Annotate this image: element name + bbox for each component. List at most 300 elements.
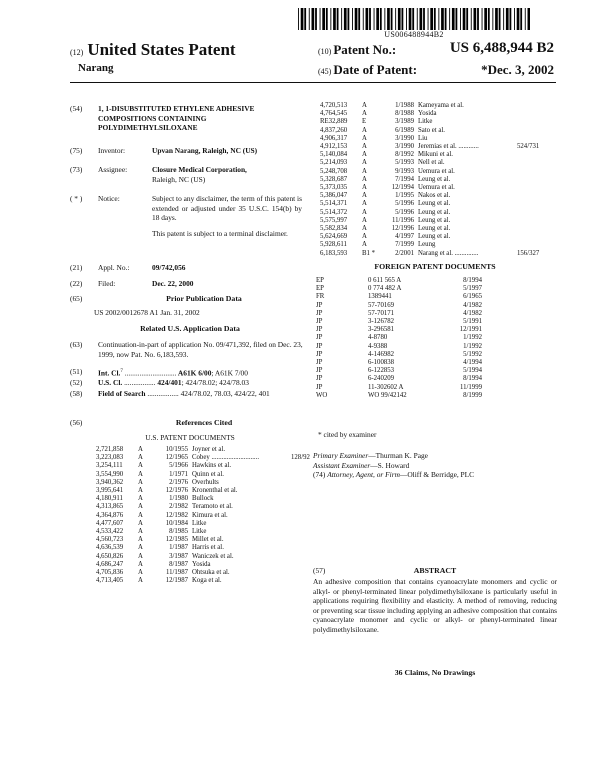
reference-cell: JP xyxy=(316,309,323,317)
patent-country-heading xyxy=(70,40,236,60)
reference-cell: 3/1990 xyxy=(395,143,414,151)
patent-number-line xyxy=(318,42,554,58)
claims-summary: 36 Claims, No Drawings xyxy=(394,668,476,677)
reference-cell: Yosida xyxy=(418,110,437,118)
barcode-bar xyxy=(298,8,299,30)
reference-cell: JP xyxy=(316,367,323,375)
us-docs-heading: U.S. PATENT DOCUMENTS xyxy=(145,433,235,442)
reference-cell: 5,514,371 xyxy=(320,200,348,208)
reference-cell: Jeremias et al. ............ xyxy=(418,143,479,151)
reference-cell: Nell et al. xyxy=(418,159,445,167)
reference-cell: 12/1991 xyxy=(459,326,482,334)
reference-cell: A xyxy=(362,151,367,159)
reference-cell: Joyner et al. xyxy=(192,446,226,453)
reference-row xyxy=(320,200,543,208)
reference-cell: 3,554,990 xyxy=(96,470,124,478)
appl-code: (21) xyxy=(70,263,83,272)
reference-cell xyxy=(517,225,543,233)
reference-cell: Leung et al. xyxy=(418,200,451,208)
barcode-bar xyxy=(376,8,379,30)
reference-cell: 12/1994 xyxy=(391,184,414,192)
reference-cell xyxy=(291,487,315,495)
reference-cell: 3,995,641 xyxy=(96,487,124,495)
reference-row xyxy=(320,135,543,143)
country-code: (12) xyxy=(70,48,84,57)
reference-cell: Litke xyxy=(192,519,207,527)
reference-cell: 5/1994 xyxy=(463,367,482,375)
abstract-text: An adhesive composition that contains cyanoacrylate monomers and cyclic or alkyl- or phenyl-terminated linear polydimethylsiloxane is particularly useful in applications requiring flexibility and elasticity. A method of removing, reducing or preventing scar tissue including applying an adhesive composition that contains cyanoacrylate monomer and cyclic or alkyl- or phenyl-terminated linear polydimethylsiloxane. xyxy=(313,577,557,634)
reference-cell: Sato et al. xyxy=(418,126,445,134)
barcode-bar xyxy=(420,8,423,30)
reference-cell: Kronenthal et al. xyxy=(192,487,238,495)
reference-cell xyxy=(291,495,315,503)
reference-cell: 6/1989 xyxy=(395,126,414,134)
reference-cell: 10/1984 xyxy=(165,519,188,527)
reference-cell xyxy=(291,462,315,470)
reference-cell: E xyxy=(362,118,367,126)
barcode-bar xyxy=(503,8,504,30)
attorney-label: Attorney, Agent, or Firm xyxy=(327,470,400,480)
intcl-sup: 7 xyxy=(120,369,123,374)
reference-cell: 10/1955 xyxy=(165,446,188,453)
reference-cell: Koga et al. xyxy=(192,577,222,585)
barcode-bar xyxy=(445,8,447,30)
reference-cell: 1/1971 xyxy=(169,470,188,478)
reference-cell: 1/1995 xyxy=(395,192,414,200)
reference-cell: A xyxy=(138,478,143,486)
reference-row xyxy=(96,479,315,487)
barcode-bar xyxy=(395,8,396,30)
prior-pub-value-row xyxy=(70,308,310,318)
reference-cell: Leung et al. xyxy=(418,208,451,216)
reference-cell: Teramoto et al. xyxy=(192,503,233,511)
reference-cell: 128/92 xyxy=(291,454,310,462)
reference-cell: Leung et al. xyxy=(418,233,451,241)
abstract-code: (57) xyxy=(313,566,326,575)
date-code: (45) xyxy=(318,67,332,76)
reference-cell: 3/1990 xyxy=(395,134,414,142)
reference-cell: Bullock xyxy=(192,495,214,503)
reference-cell: A xyxy=(362,175,367,183)
reference-cell: A xyxy=(362,159,367,167)
reference-cell: 2,721,858 xyxy=(96,446,124,453)
patent-no-label: Patent No.: xyxy=(333,42,397,57)
reference-cell: JP xyxy=(316,342,323,350)
reference-cell xyxy=(291,512,315,520)
reference-row xyxy=(316,351,486,359)
reference-row xyxy=(320,143,543,151)
barcode-bar xyxy=(471,8,472,30)
assignee-location: Raleigh, NC (US) xyxy=(152,174,206,184)
uscl-label: U.S. Cl. xyxy=(98,378,123,387)
reference-cell: 1389441 xyxy=(368,293,392,301)
primary-examiner-label: Primary Examiner xyxy=(313,451,369,460)
reference-cell: Waniczek et al. xyxy=(192,552,234,560)
barcode-bar xyxy=(520,8,522,30)
reference-row xyxy=(316,359,486,367)
reference-cell: 7/1994 xyxy=(395,175,414,183)
reference-cell: JP xyxy=(316,318,323,326)
notice-text: Subject to any disclaimer, the term of this patent is extended or adjusted under 35 U.S.C. 154(b) by 18 days. xyxy=(152,194,302,223)
reference-cell: A xyxy=(362,184,367,192)
barcode-bar xyxy=(326,8,328,30)
reference-row xyxy=(316,326,486,334)
reference-cell: Leung et al. xyxy=(418,175,451,183)
reference-cell: JP xyxy=(316,375,323,383)
header-inventor-name: Narang xyxy=(78,62,114,74)
barcode-bar xyxy=(301,8,304,30)
assignee-code: (73) xyxy=(70,165,83,174)
prior-pub-field xyxy=(70,294,310,304)
reference-cell: 3-296581 xyxy=(368,326,395,334)
reference-cell: 4,636,539 xyxy=(96,544,124,552)
barcode-bar xyxy=(417,8,418,30)
reference-cell: A xyxy=(138,495,143,503)
reference-cell: A xyxy=(138,503,143,511)
reference-cell: 3,223,083 xyxy=(96,454,124,462)
reference-row xyxy=(316,392,486,400)
reference-cell: 4,180,911 xyxy=(96,495,123,503)
reference-row xyxy=(316,343,486,351)
reference-cell: Kimura et al. xyxy=(192,511,228,519)
int-cl-field xyxy=(70,367,310,377)
reference-row xyxy=(96,520,315,528)
reference-cell: A xyxy=(362,192,367,200)
reference-cell xyxy=(517,168,543,176)
reference-cell: 5,214,093 xyxy=(320,159,348,167)
reference-cell: 5,140,084 xyxy=(320,151,348,159)
reference-cell: 12/1996 xyxy=(391,225,414,233)
reference-cell: 4,533,422 xyxy=(96,528,124,536)
barcode-bar xyxy=(484,8,487,30)
barcode-bar xyxy=(428,8,429,30)
appl-value: 09/742,056 xyxy=(152,263,186,272)
barcode-bar xyxy=(441,8,444,30)
attorney-code: (74) xyxy=(313,470,326,480)
barcode-bar xyxy=(322,8,325,30)
reference-row xyxy=(96,462,315,470)
reference-cell: Quinn et al. xyxy=(192,470,224,478)
barcode-bar xyxy=(406,8,407,30)
reference-cell: 5/1991 xyxy=(463,318,482,326)
reference-row xyxy=(320,184,543,192)
reference-row xyxy=(96,512,315,520)
uscl-dots: ................. xyxy=(122,378,156,387)
prior-pub-value: US 2002/0012678 A1 Jan. 31, 2002 xyxy=(94,308,200,317)
patent-date-line xyxy=(318,62,554,78)
reference-cell: 6-240209 xyxy=(368,375,395,383)
reference-cell: 4-9388 xyxy=(368,342,388,350)
abstract-heading-row xyxy=(313,566,557,576)
reference-cell: 4,764,545 xyxy=(320,110,348,118)
barcode-bar xyxy=(477,8,479,30)
reference-cell: 12/1982 xyxy=(165,511,188,519)
reference-cell: Litke xyxy=(418,118,433,126)
reference-cell: 3/1987 xyxy=(169,552,188,560)
reference-row xyxy=(96,553,315,561)
barcode-bar xyxy=(358,8,360,30)
patent-date: *Dec. 3, 2002 xyxy=(481,62,554,77)
reference-row xyxy=(320,118,543,126)
reference-cell: Nakos et al. xyxy=(418,192,451,200)
reference-cell xyxy=(517,200,543,208)
reference-row xyxy=(320,192,543,200)
reference-cell: 8/1999 xyxy=(463,391,482,399)
reference-cell: Overhults xyxy=(192,478,219,486)
reference-cell: 4/1982 xyxy=(463,309,482,317)
reference-cell: 11/1996 xyxy=(391,216,414,224)
continuation-field xyxy=(70,340,310,362)
reference-row xyxy=(96,446,315,454)
inventor-field xyxy=(70,146,310,156)
reference-row xyxy=(96,536,315,544)
reference-cell xyxy=(517,217,543,225)
reference-cell: A xyxy=(362,126,367,134)
reference-cell: 6,183,593 xyxy=(320,249,348,257)
reference-row xyxy=(320,127,543,135)
reference-cell xyxy=(517,127,543,135)
reference-cell: 5/1996 xyxy=(395,200,414,208)
reference-row xyxy=(320,250,543,258)
reference-cell: 8/1985 xyxy=(169,528,188,536)
reference-cell: 5/1993 xyxy=(395,159,414,167)
reference-row xyxy=(320,151,543,159)
reference-cell: Narang et al. .............. xyxy=(418,249,479,257)
reference-cell: 12/1987 xyxy=(165,577,188,585)
reference-cell xyxy=(517,118,543,126)
filed-code: (22) xyxy=(70,279,83,288)
reference-row xyxy=(320,168,543,176)
intcl-code: (51) xyxy=(70,367,83,376)
barcode-number: US006488944B2 xyxy=(384,30,444,39)
reference-cell: A xyxy=(362,134,367,142)
reference-cell: 4,560,723 xyxy=(96,536,124,544)
reference-cell xyxy=(517,192,543,200)
barcode-image xyxy=(298,8,530,30)
reference-cell xyxy=(517,151,543,159)
reference-cell: JP xyxy=(316,301,323,309)
reference-row xyxy=(320,209,543,217)
reference-cell: 156/327 xyxy=(517,249,540,257)
reference-cell: 1/1987 xyxy=(169,544,188,552)
reference-cell: 5,624,669 xyxy=(320,233,348,241)
barcode-bar xyxy=(337,8,339,30)
reference-cell: A xyxy=(138,544,143,552)
reference-cell: 4/1997 xyxy=(395,233,414,241)
reference-cell: 4,686,247 xyxy=(96,560,124,568)
reference-cell: A xyxy=(138,446,143,453)
reference-cell: 0 611 565 A xyxy=(368,277,402,284)
barcode-bar xyxy=(460,8,461,30)
barcode-bar xyxy=(499,8,501,30)
reference-row xyxy=(96,503,315,511)
reference-cell: 6/1965 xyxy=(463,293,482,301)
reference-cell: Leung et al. xyxy=(418,225,451,233)
notice-label: Notice: xyxy=(98,194,120,203)
reference-row xyxy=(96,561,315,569)
reference-cell: Yosida xyxy=(192,560,211,568)
assistant-examiner-label: Assistant Examiner xyxy=(313,460,371,470)
search-value: 424/78.02, 78.03, 424/22, 401 xyxy=(178,389,270,398)
reference-cell xyxy=(291,471,315,479)
search-dots: ................. xyxy=(145,389,179,398)
cited-by-examiner: * cited by examiner xyxy=(318,430,377,439)
primary-examiner-name: —Thurman K. Page xyxy=(368,451,428,460)
notice-terminal-disclaimer: This patent is subject to a terminal disclaimer. xyxy=(152,228,288,238)
examiner-block xyxy=(313,451,557,480)
barcode-bar xyxy=(474,8,477,30)
reference-cell: Liu xyxy=(418,134,428,142)
barcode-bar xyxy=(309,8,310,30)
barcode-bar xyxy=(384,8,385,30)
reference-cell: 1/1988 xyxy=(395,102,414,109)
us-patent-docs-table-left xyxy=(96,446,315,585)
barcode-bar xyxy=(438,8,439,30)
reference-cell: 4,650,826 xyxy=(96,552,124,560)
reference-cell: 5,582,834 xyxy=(320,225,348,233)
references-field xyxy=(70,418,310,428)
reference-cell: Mikuni et al. xyxy=(418,151,453,159)
reference-cell: 8/1988 xyxy=(395,110,414,118)
references-heading: References Cited xyxy=(175,418,233,427)
reference-row xyxy=(320,225,543,233)
barcode-bar xyxy=(525,8,526,30)
reference-cell: 3/1989 xyxy=(395,118,414,126)
reference-row xyxy=(316,334,486,342)
reference-cell: EP xyxy=(316,277,324,284)
reference-cell: WO 99/42142 xyxy=(368,391,407,399)
reference-cell: 4,720,513 xyxy=(320,102,348,109)
reference-cell: 2/2001 xyxy=(395,249,414,257)
barcode-bar xyxy=(355,8,358,30)
assistant-examiner-name: —S. Howard xyxy=(370,460,410,470)
reference-cell: 3-126782 xyxy=(368,318,395,326)
reference-cell: 12/1965 xyxy=(165,454,188,462)
barcode-bar xyxy=(423,8,425,30)
reference-cell: 5,248,708 xyxy=(320,167,348,175)
reference-cell: JP xyxy=(316,383,323,391)
reference-cell: 5/1996 xyxy=(395,208,414,216)
reference-cell: 5/1992 xyxy=(463,350,482,358)
barcode-bar xyxy=(387,8,390,30)
reference-row xyxy=(316,318,486,326)
reference-cell: A xyxy=(138,462,143,470)
reference-cell: 4,906,317 xyxy=(320,134,348,142)
reference-cell: B1 * xyxy=(362,249,376,257)
uscl-value-main: 424/401 xyxy=(155,378,182,387)
reference-row xyxy=(316,384,486,392)
barcode-bar xyxy=(374,8,375,30)
intcl-value-main: A61K 6/00 xyxy=(176,368,212,378)
reference-cell: Harris et al. xyxy=(192,544,224,552)
assignee-name: Closure Medical Corporation, xyxy=(152,165,247,174)
reference-cell xyxy=(517,241,543,249)
reference-cell: A xyxy=(362,167,367,175)
reference-row xyxy=(316,375,486,383)
barcode-bar xyxy=(344,8,347,30)
reference-cell: 1/1992 xyxy=(463,334,482,342)
barcode-bar xyxy=(506,8,509,30)
reference-cell: Millet et al. xyxy=(192,536,224,544)
reference-cell: A xyxy=(362,225,367,233)
reference-cell xyxy=(291,479,315,487)
reference-cell: A xyxy=(138,528,143,536)
patent-no-code: (10) xyxy=(318,47,332,56)
reference-cell: 8/1987 xyxy=(169,560,188,568)
reference-cell: 8/1994 xyxy=(463,375,482,383)
reference-cell xyxy=(517,184,543,192)
reference-cell xyxy=(291,528,315,536)
continuation-text: Continuation-in-part of application No. 09/471,392, filed on Dec. 23, 1999, now Pat. No. 6,183,593. xyxy=(98,340,303,359)
reference-cell xyxy=(291,553,315,561)
reference-cell: A xyxy=(362,216,367,224)
reference-cell: 3,940,362 xyxy=(96,478,124,486)
reference-row xyxy=(96,495,315,503)
barcode-bar xyxy=(366,8,369,30)
reference-cell: JP xyxy=(316,334,323,342)
us-patent-docs-table-right xyxy=(320,102,543,258)
reference-cell: Litke xyxy=(192,528,207,536)
reference-row xyxy=(320,159,543,167)
prior-code: (65) xyxy=(70,294,83,303)
reference-cell xyxy=(291,520,315,528)
search-code: (58) xyxy=(70,389,83,398)
reference-cell: RE32,889 xyxy=(320,118,348,126)
reference-cell: 2/1982 xyxy=(169,503,188,511)
reference-row xyxy=(316,367,486,375)
reference-cell: 5,514,372 xyxy=(320,208,348,216)
reference-cell: 1/1980 xyxy=(169,495,188,503)
foreign-patent-docs-table xyxy=(316,277,486,400)
reference-cell: 5/1966 xyxy=(169,462,188,470)
reference-cell: 4,837,260 xyxy=(320,126,348,134)
intcl-dots: ............................ xyxy=(122,368,177,378)
notice-field xyxy=(70,194,310,254)
search-label: Field of Search xyxy=(98,389,146,398)
reference-cell xyxy=(291,561,315,569)
reference-cell: 6-100838 xyxy=(368,359,395,367)
reference-cell: 8/1992 xyxy=(395,151,414,159)
reference-cell: Uemura et al. xyxy=(418,167,455,175)
barcode-bar xyxy=(391,8,393,30)
reference-cell xyxy=(291,446,315,454)
reference-cell: A xyxy=(138,552,143,560)
refs-code: (56) xyxy=(70,418,83,427)
barcode-bar xyxy=(402,8,404,30)
reference-cell: FR xyxy=(316,293,325,301)
reference-cell: 7/1999 xyxy=(395,241,414,249)
barcode-bar xyxy=(315,8,317,30)
prior-pub-heading: Prior Publication Data xyxy=(166,294,242,303)
reference-cell: 524/731 xyxy=(517,143,540,151)
barcode-bar xyxy=(363,8,364,30)
reference-cell: A xyxy=(138,511,143,519)
date-label: Date of Patent: xyxy=(333,62,418,77)
reference-cell: 5,373,035 xyxy=(320,184,348,192)
reference-cell: A xyxy=(138,560,143,568)
reference-cell: 8/1994 xyxy=(463,277,482,284)
reference-cell: 11/1999 xyxy=(459,383,482,391)
reference-cell: 4,477,607 xyxy=(96,519,124,527)
reference-row xyxy=(320,176,543,184)
reference-row xyxy=(320,233,543,241)
reference-cell: A xyxy=(362,241,367,249)
barcode-bar xyxy=(495,8,498,30)
reference-cell: 5,575,997 xyxy=(320,216,348,224)
barcode-bar xyxy=(380,8,382,30)
appl-label: Appl. No.: xyxy=(98,263,130,272)
barcode-bar xyxy=(449,8,450,30)
